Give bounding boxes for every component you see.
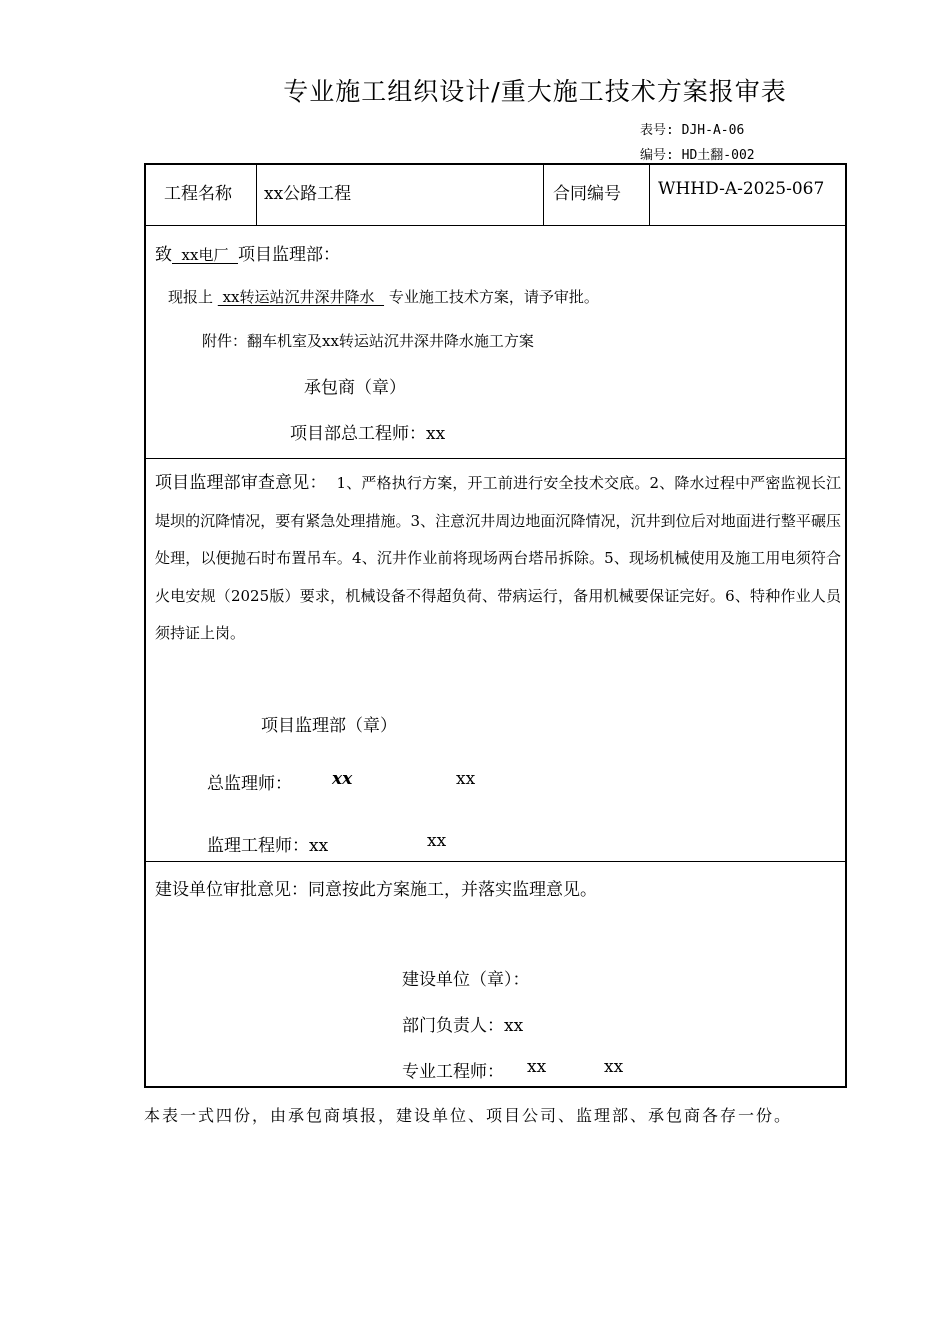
approval-form-table: [144, 163, 847, 1088]
footer-note: 本表一式四份，由承包商填报，建设单位、项目公司、监理部、承包商各存一份。: [144, 1106, 793, 1125]
supervision-seal: 项目监理部（章）: [261, 716, 397, 736]
column-divider: [543, 165, 544, 225]
project-name-value: xx公路工程: [264, 184, 352, 204]
owner-seal: 建设单位（章）：: [402, 970, 530, 990]
report-subject: xx转运站沉井深井降水: [217, 288, 385, 306]
professional-engineer-date: xx: [604, 1057, 624, 1077]
supervision-review: [155, 465, 841, 653]
project-name-label: 工程名称: [164, 184, 232, 204]
form-title: 专业施工组织设计/重大施工技术方案报审表: [283, 77, 787, 106]
row-divider: [146, 458, 845, 459]
addressee-suffix: 项目监理部：: [238, 245, 340, 265]
contract-number-value: WHHD-A-2025-067: [658, 179, 825, 199]
row-divider: [146, 225, 845, 226]
contract-number-label: 合同编号: [553, 184, 621, 204]
contractor-seal: 承包商（章）: [304, 378, 406, 398]
supervisor-engineer-date: xx: [427, 831, 447, 851]
addressee-party: xx电厂: [172, 246, 238, 264]
serial-number: 编号: HD土翻-002: [640, 148, 755, 163]
report-suffix: 专业施工技术方案，请予审批。: [388, 288, 599, 306]
department-head-line: 部门负责人：xx: [402, 1016, 524, 1036]
addressee-prefix: 致: [155, 245, 172, 265]
chief-supervisor-date: xx: [456, 769, 476, 789]
chief-supervisor-label: 总监理师：: [207, 774, 292, 794]
chief-engineer-line: 项目部总工程师：xx: [290, 424, 446, 444]
addressee-line: [155, 240, 340, 265]
chief-supervisor-signature: xx: [332, 769, 353, 789]
report-line: [168, 286, 599, 307]
column-divider: [256, 165, 257, 225]
column-divider: [649, 165, 650, 225]
review-label: 项目监理部审查意见：: [155, 473, 327, 493]
attachment-line: 附件：翻车机室及xx转运站沉井深井降水施工方案: [202, 332, 534, 350]
report-prefix: 现报上: [168, 288, 214, 306]
row-divider: [146, 861, 845, 862]
owner-approval-opinion: 建设单位审批意见：同意按此方案施工，并落实监理意见。: [155, 880, 597, 900]
review-opinion: 1、严格执行方案，开工前进行安全技术交底。2、降水过程中严密监视长江堤坝的沉降情况，要有紧急处理措施。3、注意沉井周边地面沉降情况，沉井到位后对地面进行整平碾压处理，以便抛石时布置吊车。4、沉井作业前将现场两台塔吊拆除。5、现场机械使用及施工用电须符合火电安规（2025版）要求，机械设备不得超负荷、带病运行，备用机械要保证完好。6、特种作业人员须持证上岗。: [155, 474, 841, 642]
form-number: 表号: DJH-A-06: [640, 123, 745, 138]
professional-engineer-label: 专业工程师：: [402, 1062, 504, 1082]
supervisor-engineer-line: 监理工程师：xx: [207, 836, 329, 856]
professional-engineer-name: xx: [527, 1057, 547, 1077]
